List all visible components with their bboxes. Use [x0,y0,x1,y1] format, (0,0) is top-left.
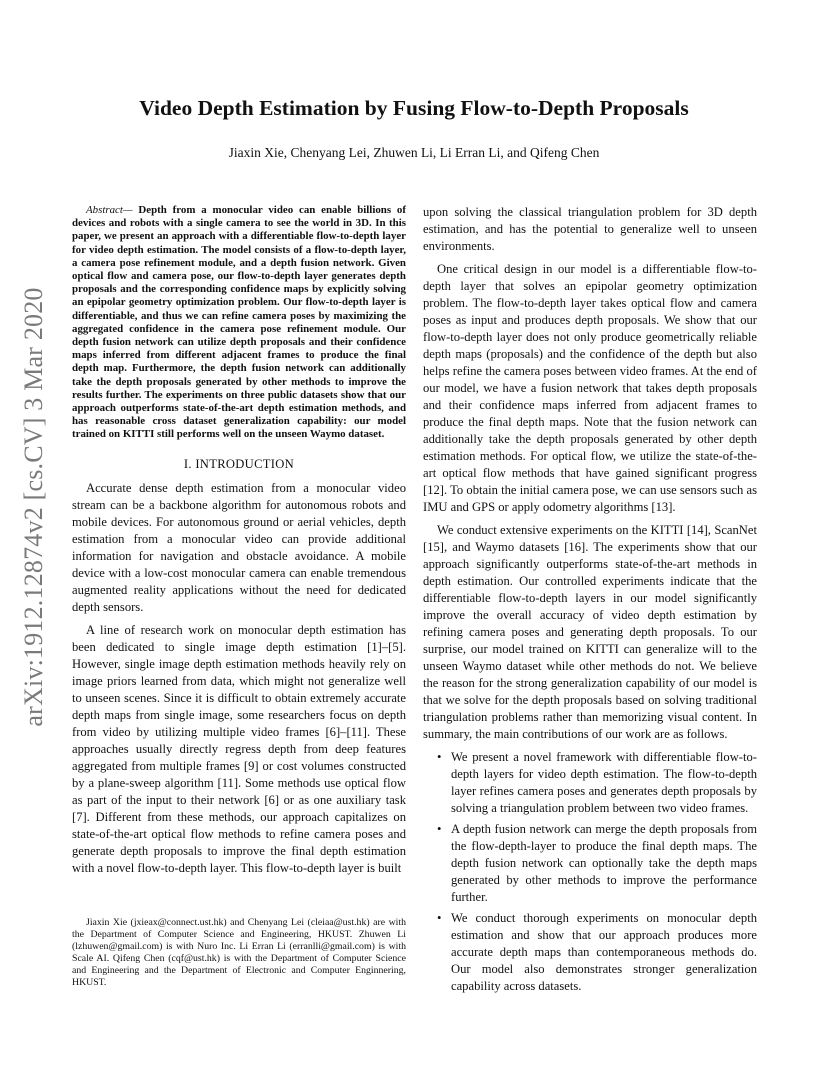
author-footnote: Jiaxin Xie (jxieax@connect.ust.hk) and Chenyang Lei (cleiaa@ust.hk) are with the Department of Computer Science and Engineering, HKUST. Zhuwen Li (lzhuwen@gmail.com) is with Nuro Inc. Li Erran Li (erranlli@gmail.com) is with Scale AI. Qifeng Chen (cqf@ust.hk) is with the Department of Computer Science and Engineering and the Department of Electronic and Computer Enginnering, HKUST. [72,917,406,988]
right-paragraph: One critical design in our model is a differentiable flow-to-depth layer that solves an epipolar geometry optimization problem. The flow-to-depth layer takes optical flow and camera poses as input and produces depth proposals. We show that our flow-to-depth layer does not only produce geometrically reliable depth maps (proposals) and the confidence of the depth but also helps refine the camera poses between video frames. At the end of our model, we have a fusion network that takes depth proposals and their confidence maps inferred from adjacent frames to produce the final depth maps. Note that the fusion network can additionally take the depth proposals generated by other depth estimation methods. For optical flow, we utilize the state-of-the-art optical flow methods that have gained significant progress [12]. To obtain the initial camera pose, we can use sensors such as IMU and GPS or apply odometry algorithms [13]. [423,262,757,514]
abstract [72,204,406,442]
abstract-lead: Abstract— [86,204,133,216]
bullet-icon: • [437,750,442,764]
paper-title: Video Depth Estimation by Fusing Flow-to-Depth Proposals [139,96,689,120]
list-item-text: A depth fusion network can merge the depth proposals from the flow-depth-layer to produce the final depth maps. The depth fusion network can optionally take the depth maps generated by other methods to improve the performance further. [451,822,757,904]
abstract-text: Depth from a monocular video can enable billions of devices and robots with a single camera to see the world in 3D. In this paper, we present an approach with a differentiable flow-to-depth layer for video depth estimation. The model consists of a flow-to-depth layer, a camera pose refinement module, and a depth fusion network. Given optical flow and camera pose, our flow-to-depth layer generates depth proposals and the corresponding confidence maps by explicitly solving an epipolar geometry optimization problem. Our flow-to-depth layer is differentiable, and thus we can refine camera poses by maximizing the aggregated confidence in the camera pose refinement module. Our depth fusion network can utilize depth proposals and their confidence maps inferred from different adjacent frames to produce the final depth map. Furthermore, the depth fusion network can additionally take the depth proposals generated by other methods to improve the results further. The experiments on three public datasets show that our approach outperforms state-of-the-art depth estimation methods, and has reasonable cross dataset generalization capability: our model trained on KITTI still performs well on the unseen Waymo dataset. [72,204,406,441]
section-heading-introduction: I. INTRODUCTION [183,456,295,471]
left-column [72,204,406,883]
list-item-text: We conduct thorough experiments on monocular depth estimation and show that our approach produces more accurate depth maps than contemporaneous methods do. Our model also demonstrates stronger generalization capability across datasets. [451,911,757,993]
right-paragraph: upon solving the classical triangulation problem for 3D depth estimation, and has the potential to generalize well to unseen environments. [423,205,757,253]
paper-authors: Jiaxin Xie, Chenyang Lei, Zhuwen Li, Li Erran Li, and Qifeng Chen [228,145,600,160]
list-item [437,749,757,817]
list-item [437,821,757,906]
left-paragraph: A line of research work on monocular depth estimation has been dedicated to single image depth estimation [1]–[5]. However, single image depth estimation methods heavily rely on image priors learned from data, which might not generalize well to unseen scenes. Since it is difficult to obtain extremely accurate depth maps from single image, some researchers focus on depth from video by utilizing multiple video frames [6]–[11]. These approaches usually directly regress depth from deep features aggregated from multiple frames [9] or cost volumes constructed by a plane-sweep algorithm [11]. Some methods use optical flow as part of the input to their network [6] or as one auxiliary task [7]. Different from these methods, our approach capitalizes on state-of-the-art optical flow methods to refine camera poses and generate depth proposals to improve the final depth estimation with a novel flow-to-depth layer. This flow-to-depth layer is built [72,622,406,875]
bullet-icon: • [437,822,442,836]
list-item-text: We present a novel framework with differentiable flow-to-depth layers for video depth estimation. The flow-to-depth layer refines camera poses and generates depth proposals by solving a triangulation problem between two video frames. [451,750,757,815]
list-item [437,910,757,995]
bullet-icon: • [437,911,442,925]
right-column [423,204,757,999]
contributions-list [423,749,757,995]
right-paragraph: We conduct extensive experiments on the KITTI [14], ScanNet [15], and Waymo datasets [16]. The experiments show that our approach significantly outperforms state-of-the-art methods in depth estimation. Our controlled experiments indicate that the differentiable flow-to-depth layers in our model significantly improve the overall accuracy of video depth estimation by refining camera poses and generating depth proposals. To our surprise, our model trained on KITTI can generalize will to the unseen Waymo dataset while other methods do not. We believe the reason for the strong generalization capability of our model is that we solve for the depth proposals based on solving traditional triangulation problems rather than memorizing visual content. In summary, the main contributions of our work are as follows. [423,523,757,741]
arxiv-stamp-text: arXiv:1912.12874v2 [cs.CV] 3 Mar 2020 [19,287,48,727]
left-paragraph: Accurate dense depth estimation from a monocular video stream can be a backbone algorithm for autonomous robots and mobile devices. For autonomous ground or aerial vehicles, depth estimation from a monocular video can provide additional information for navigation and obstacle avoidance. A mobile device with a low-cost monocular camera can enable tremendous augmented reality applications without the need for dedicated depth sensors. [72,480,406,614]
